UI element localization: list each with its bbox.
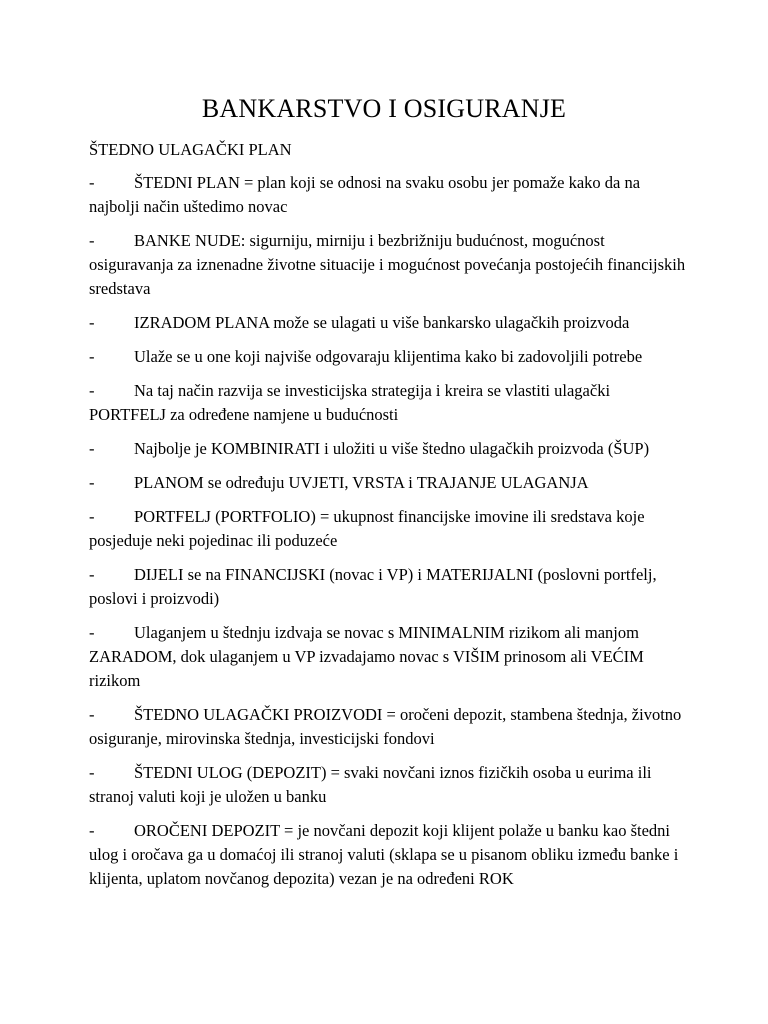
list-item (89, 345, 689, 369)
list-item-text: IZRADOM PLANA može se ulagati u više bankarsko ulagačkih proizvoda (134, 313, 630, 332)
bullet-dash: - (89, 473, 95, 492)
list-item-text: Ulaganjem u štednju izdvaja se novac s MINIMALNIM rizikom ali manjom ZARADOM, dok ulaganjem u VP izvadajamo novac s VIŠIM prinosom ali VEĆIM rizikom (89, 623, 644, 690)
bullet-dash: - (89, 231, 95, 250)
list-item (89, 171, 689, 219)
list-item-text: ŠTEDNO ULAGAČKI PROIZVODI = oročeni depozit, stambena štednja, životno osiguranje, mirovinska štednja, investicijski fondovi (89, 705, 682, 748)
bullet-dash: - (89, 439, 95, 458)
document-title: BANKARSTVO I OSIGURANJE (201, 94, 567, 123)
list-item-text: OROČENI DEPOZIT = je novčani depozit koji klijent polaže u banku kao štedni ulog i oročava ga u domaćoj ili stranoj valuti (sklapa se u pisanom obliku između banke i klijenta, uplatom novčanog depozita) vezan je na određeni ROK (89, 821, 679, 888)
list-item (89, 311, 689, 335)
list-item (89, 505, 689, 553)
list-item-text: Na taj način razvija se investicijska strategija i kreira se vlastiti ulagački PORTFELJ za određene namjene u budućnosti (89, 381, 611, 424)
bullet-dash: - (89, 313, 95, 332)
bullet-dash: - (89, 565, 95, 584)
list-item (89, 437, 689, 461)
list-item (89, 819, 689, 891)
list-item-text: PORTFELJ (PORTFOLIO) = ukupnost financijske imovine ili sredstava koje posjeduje neki pojedinac ili poduzeće (89, 507, 645, 550)
list-item-text: PLANOM se određuju UVJETI, VRSTA i TRAJANJE ULAGANJA (134, 473, 589, 492)
bullet-dash: - (89, 763, 95, 782)
list-item-text: ŠTEDNI ULOG (DEPOZIT) = svaki novčani iznos fizičkih osoba u eurima ili stranoj valuti koji je uložen u banku (89, 763, 652, 806)
list-item-text: DIJELI se na FINANCIJSKI (novac i VP) i MATERIJALNI (poslovni portfelj, poslovi i proizvodi) (89, 565, 657, 608)
list-item-text: Najbolje je KOMBINIRATI i uložiti u više štedno ulagačkih proizvoda (ŠUP) (134, 439, 650, 458)
list-item (89, 471, 689, 495)
bullet-dash: - (89, 381, 95, 400)
section-heading: ŠTEDNO ULAGAČKI PLAN (89, 140, 292, 159)
list-item-text: BANKE NUDE: sigurniju, mirniju i bezbrižniju budućnost, mogućnost osiguravanja za iznenadne životne situacije i mogućnost povećanja postojećih financijskih sredstava (89, 231, 686, 298)
list-item (89, 229, 689, 301)
bullet-dash: - (89, 623, 95, 642)
bullet-dash: - (89, 821, 95, 840)
bullet-list (89, 171, 689, 901)
list-item (89, 621, 689, 693)
list-item-text: ŠTEDNI PLAN = plan koji se odnosi na svaku osobu jer pomaže kako da na najbolji način uštedimo novac (89, 173, 641, 216)
bullet-dash: - (89, 173, 95, 192)
bullet-dash: - (89, 507, 95, 526)
list-item (89, 563, 689, 611)
list-item (89, 761, 689, 809)
bullet-dash: - (89, 347, 95, 366)
list-item-text: Ulaže se u one koji najviše odgovaraju klijentima kako bi zadovoljili potrebe (134, 347, 643, 366)
list-item (89, 379, 689, 427)
bullet-dash: - (89, 705, 95, 724)
list-item (89, 703, 689, 751)
